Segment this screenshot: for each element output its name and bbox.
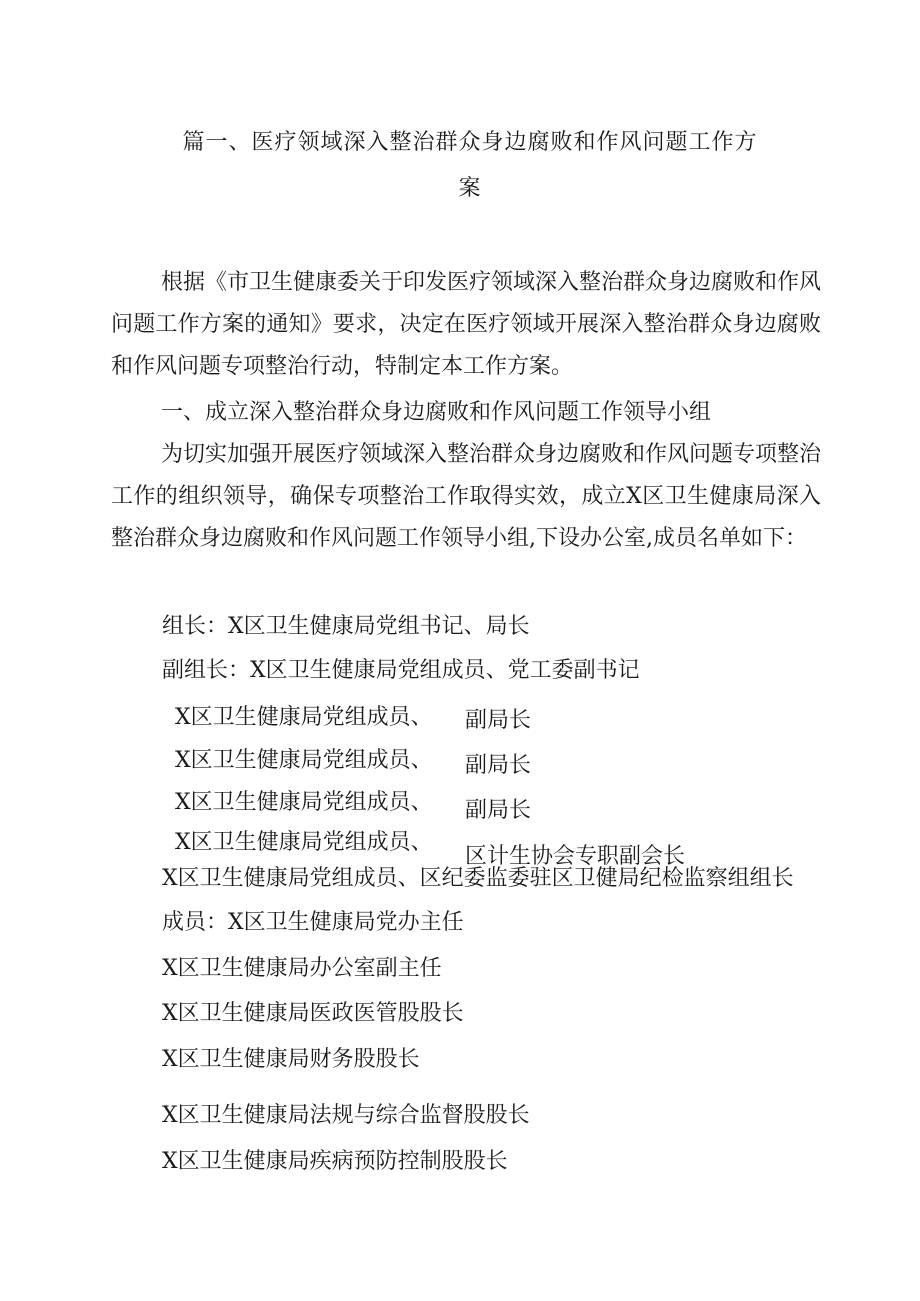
section1-heading: 一、成立深入整治群众身边腐败和作风问题工作领导小组 bbox=[161, 400, 712, 425]
member-line-5: X区卫生健康局疾病预防控制股股长 bbox=[162, 1149, 508, 1174]
deputy-unit-3: X区卫生健康局党组成员、 bbox=[175, 790, 433, 815]
document-title-line1: 篇一、医疗领域深入整治群众身边腐败和作风问题工作方 bbox=[182, 130, 758, 155]
deputy-unit-1: X区卫生健康局党组成员、 bbox=[175, 705, 433, 730]
intro-paragraph: 根据《市卫生健康委关于印发医疗领域深入整治群众身边腐败和作风问题工作方案的通知》要求，决定在医疗领域开展深入整治群众身边腐败和作风问题专项整治行动，特制定本工作方案。 bbox=[111, 270, 822, 379]
deputy-unit-2: X区卫生健康局党组成员、 bbox=[175, 748, 433, 773]
group-leader-line: 组长：X区卫生健康局党组书记、局长 bbox=[162, 614, 530, 639]
deputy-leader-line: 副组长：X区卫生健康局党组成员、党工委副书记 bbox=[162, 658, 640, 683]
deputy-unit-4: X区卫生健康局党组成员、 bbox=[175, 830, 433, 855]
deputy-role-3: 副局长 bbox=[465, 798, 532, 823]
discipline-leader-line: X区卫生健康局党组成员、区纪委监委驻区卫健局纪检监察组组长 bbox=[162, 866, 794, 891]
deputy-role-2: 副局长 bbox=[465, 753, 532, 778]
member-line-1: X区卫生健康局办公室副主任 bbox=[162, 956, 442, 981]
member-line-2: X区卫生健康局医政医管股股长 bbox=[162, 1001, 464, 1026]
section1-body: 为切实加强开展医疗领域深入整治群众身边腐败和作风问题专项整治工作的组织领导，确保专项整治工作取得实效，成立X区卫生健康局深入整治群众身边腐败和作风问题工作领导小组,下设办公室,成员名单如下： bbox=[111, 442, 822, 551]
member-line-4: X区卫生健康局法规与综合监督股股长 bbox=[162, 1103, 530, 1128]
members-label-line: 成员：X区卫生健康局党办主任 bbox=[162, 910, 464, 935]
deputy-role-1: 副局长 bbox=[465, 708, 532, 733]
deputy-role-4: 区计生协会专职副会长 bbox=[465, 844, 686, 869]
document-title-line2: 案 bbox=[458, 176, 482, 201]
member-line-3: X区卫生健康局财务股股长 bbox=[162, 1047, 420, 1072]
